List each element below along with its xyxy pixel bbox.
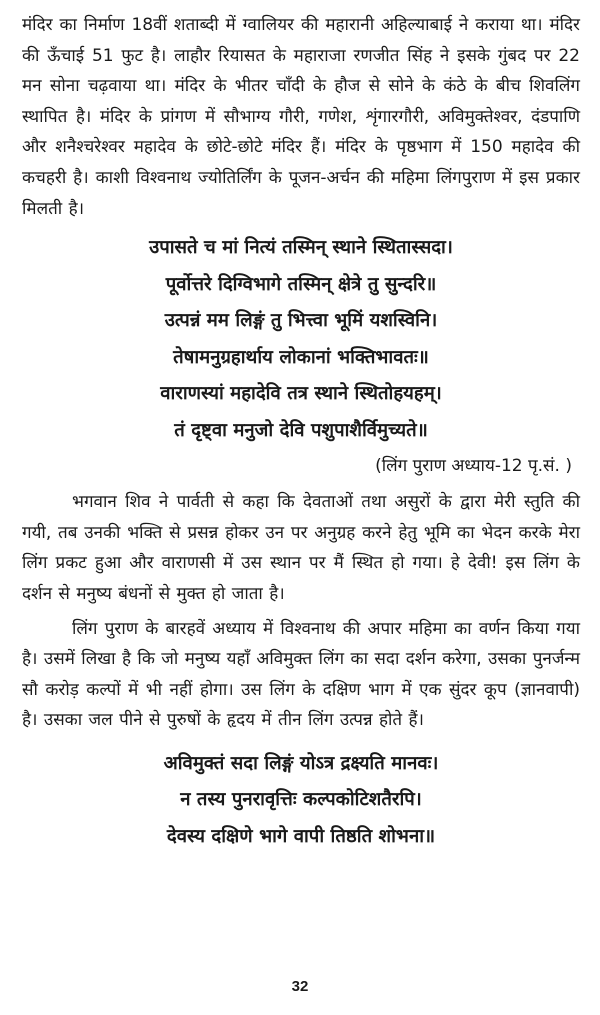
paragraph-shiva-explanation: भगवान शिव ने पार्वती से कहा कि देवताओं तथा असुरों के द्वारा मेरी स्तुति की गयी, तब उनकी भक्ति से प्रसन्न होकर उन पर अनुग्रह करने हेतु भूमि का भेदन करके मेरा लिंग प्रकट हुआ और वाराणसी में उस स्थान पर मैं स्थित हो गया। हे देवी! इस लिंग के दर्शन से मनुष्य बंधनों से मुक्त हो जाता है। bbox=[22, 492, 580, 604]
verse-line: देवस्य दक्षिणे भागे वापी तिष्ठति शोभना॥ bbox=[166, 825, 436, 847]
verse-line: उपासते च मां नित्यं तस्मिन् स्थाने स्थितास्सदा। bbox=[149, 237, 453, 259]
verse-line: न तस्य पुनरावृत्तिः कल्पकोटिशतैरपि। bbox=[180, 789, 422, 811]
verse-line: पूर्वोत्तरे दिग्विभागे तस्मिन् क्षेत्रे तु सुन्दरि॥ bbox=[165, 273, 437, 295]
verse-citation: (लिंग पुराण अध्याय-12 पृ.सं. ) bbox=[375, 456, 572, 477]
page-number: 32 bbox=[291, 978, 309, 995]
verse-line: तेषामनुग्रहार्थाय लोकानां भक्तिभावतः॥ bbox=[173, 346, 429, 368]
verse-line: अविमुक्तं सदा लिङ्गं योऽत्र द्रक्ष्यति मानवः। bbox=[163, 752, 439, 774]
verse-line: वाराणस्यां महादेवि तत्र स्थाने स्थितोहयहम्। bbox=[160, 383, 442, 405]
sanskrit-verses-2 bbox=[22, 746, 580, 856]
sanskrit-verses-1 bbox=[22, 230, 580, 449]
verse-line: तं दृष्ट्वा मनुजो देवि पशुपाशैर्विमुच्यते॥ bbox=[174, 419, 428, 441]
paragraph-temple-history: मंदिर का निर्माण 18वीं शताब्दी में ग्वालियर की महारानी अहिल्याबाई ने कराया था। मंदिर की ऊँचाई 51 फुट है। लाहौर रियासत के महाराजा रणजीत सिंह ने इसके गुंबद पर 22 मन सोना चढ़वाया था। मंदिर के भीतर चाँदी के हौज से सोने के कंठे के बीच शिवलिंग स्थापित है। मंदिर के प्रांगण में सौभाग्य गौरी, गणेश, शृंगारगौरी, अविमुक्तेश्वर, दंडपाणि और शनैश्चरेश्वर महादेव के छोटे-छोटे मंदिर हैं। मंदिर के पृष्ठभाग में 150 महादेव की कचहरी है। काशी विश्वनाथ ज्योतिर्लिंग के पूजन-अर्चन की महिमा लिंगपुराण में इस प्रकार मिलती है। bbox=[22, 15, 580, 219]
paragraph-linga-purana: लिंग पुराण के बारहवें अध्याय में विश्वनाथ की अपार महिमा का वर्णन किया गया है। उसमें लिखा है कि जो मनुष्य यहाँ अविमुक्त लिंग का सदा दर्शन करेगा, उसका पुनर्जन्म सौ करोड़ कल्पों में भी नहीं होगा। उस लिंग के दक्षिण भाग में एक सुंदर कूप (ज्ञानवापी) है। उसका जल पीने से पुरुषों के हृदय में तीन लिंग उत्पन्न होते हैं। bbox=[22, 618, 580, 731]
verse-line: उत्पन्नं मम लिङ्गं तु भित्त्वा भूमिं यशस्विनि। bbox=[164, 310, 438, 332]
